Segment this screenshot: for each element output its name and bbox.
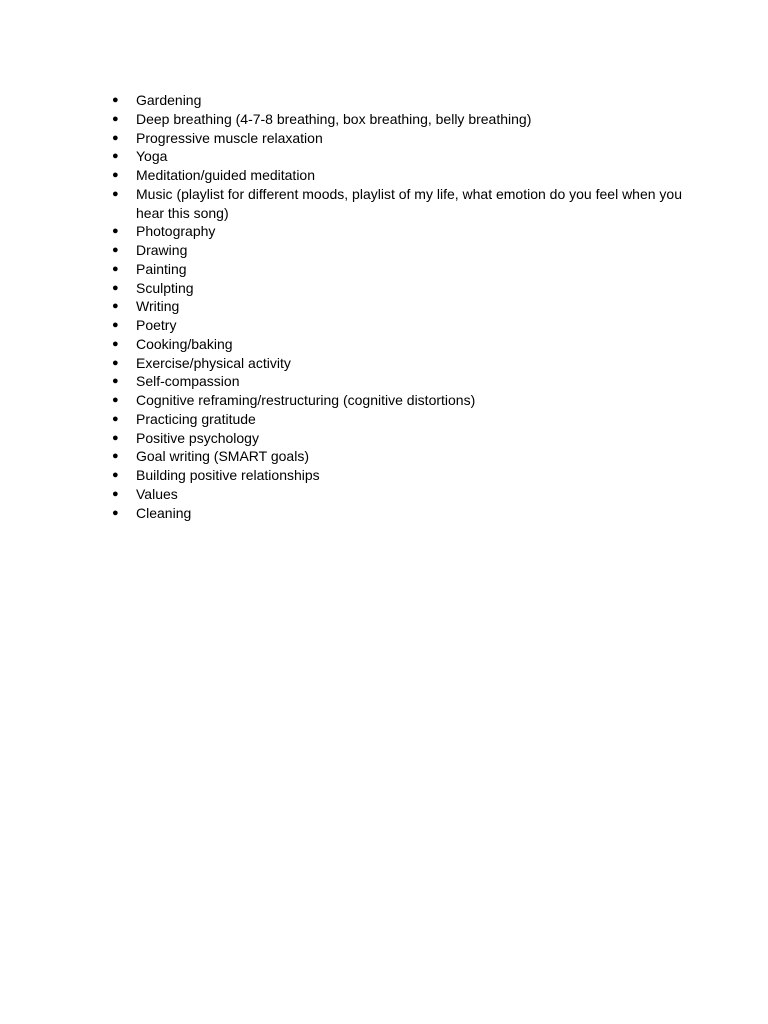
bullet-icon: ● xyxy=(112,150,119,163)
list-item xyxy=(108,147,688,166)
list-item-text: Yoga xyxy=(136,148,168,165)
bullet-icon: ● xyxy=(112,169,119,181)
bullet-icon: ● xyxy=(112,487,119,500)
bullet-icon: ● xyxy=(112,469,119,481)
list-item-text: Writing xyxy=(136,298,180,315)
list-item xyxy=(108,372,688,391)
list-item xyxy=(108,279,688,298)
list-item-text: Goal writing (SMART goals) xyxy=(136,448,309,465)
bullet-icon: ● xyxy=(112,319,119,331)
list-item xyxy=(108,504,688,523)
list-item-text: Building positive relationships xyxy=(136,467,320,483)
bullet-icon: ● xyxy=(112,337,119,350)
bullet-icon: ● xyxy=(112,281,119,294)
list-item xyxy=(108,260,688,279)
list-item xyxy=(108,166,688,185)
list-item xyxy=(108,391,688,410)
bullet-icon: ● xyxy=(112,94,119,106)
bullet-list xyxy=(108,91,688,522)
list-item xyxy=(108,335,688,354)
list-item-text: Progressive muscle relaxation xyxy=(136,129,323,146)
list-item xyxy=(108,241,688,260)
list-item xyxy=(108,297,688,316)
list-item-text: Deep breathing (4-7-8 breathing, box breathing, belly breathing) xyxy=(136,110,532,127)
list-item-text: Practicing gratitude xyxy=(136,410,256,427)
list-item-text: Drawing xyxy=(136,242,188,258)
list-item xyxy=(108,222,688,241)
bullet-icon: ● xyxy=(112,375,119,388)
list-item-text: Gardening xyxy=(136,92,202,108)
list-item xyxy=(108,429,688,448)
list-item xyxy=(108,410,688,429)
bullet-icon: ● xyxy=(112,450,119,463)
list-item-text: Music (playlist for different moods, playlist of my life, what emotion do you feel when you hear this song) xyxy=(136,185,682,221)
list-item-text: Exercise/physical activity xyxy=(136,354,291,371)
bullet-icon: ● xyxy=(112,187,119,200)
bullet-icon: ● xyxy=(112,225,119,238)
list-item-text: Values xyxy=(136,485,178,502)
list-item xyxy=(108,129,688,148)
bullet-icon: ● xyxy=(112,112,119,125)
bullet-icon: ● xyxy=(112,431,119,444)
list-item xyxy=(108,110,688,129)
list-item-text: Cleaning xyxy=(136,504,192,521)
list-item-text: Cooking/baking xyxy=(136,335,233,352)
list-item xyxy=(108,91,688,110)
bullet-icon: ● xyxy=(112,244,119,256)
list-item-text: Poetry xyxy=(136,317,177,333)
list-item xyxy=(108,185,688,223)
list-item xyxy=(108,447,688,466)
list-item-text: Positive psychology xyxy=(136,429,259,446)
list-item xyxy=(108,466,688,485)
bullet-icon: ● xyxy=(112,506,119,519)
list-item-text: Painting xyxy=(136,260,187,277)
bullet-icon: ● xyxy=(112,131,119,144)
bullet-icon: ● xyxy=(112,300,119,313)
bullet-icon: ● xyxy=(112,356,119,369)
list-item xyxy=(108,485,688,504)
list-item-text: Self-compassion xyxy=(136,373,240,390)
bullet-icon: ● xyxy=(112,412,119,425)
list-item-text: Photography xyxy=(136,223,216,240)
list-item-text: Cognitive reframing/restructuring (cognitive distortions) xyxy=(136,392,476,408)
list-item xyxy=(108,316,688,335)
list-item-text: Meditation/guided meditation xyxy=(136,167,316,183)
list-item-text: Sculpting xyxy=(136,279,194,296)
bullet-icon: ● xyxy=(112,394,119,406)
bullet-icon: ● xyxy=(112,262,119,275)
list-item xyxy=(108,354,688,373)
